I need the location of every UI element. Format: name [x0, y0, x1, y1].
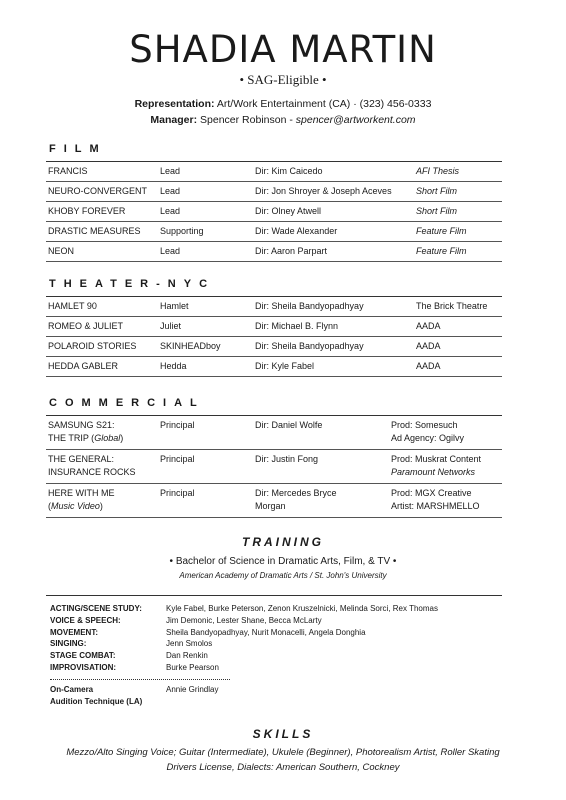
commercial-role: Principal — [160, 454, 195, 464]
training-item-teachers: Kyle Fabel, Burke Peterson, Zenon Kruszelnicki, Melinda Sorci, Rex Thomas — [166, 604, 438, 613]
theater-row — [46, 317, 502, 337]
theater-row — [46, 297, 502, 317]
commercial-title-line-2: INSURANCE ROCKS — [48, 467, 136, 477]
on-camera-label-1: On-Camera — [50, 685, 94, 694]
film-director: Dir: Jon Shroyer & Joseph Aceves — [255, 186, 392, 196]
commercial-title-note: Global — [94, 433, 121, 443]
manager-label: Manager: — [150, 114, 198, 126]
theater-director: Dir: Kyle Fabel — [255, 361, 315, 371]
manager-line — [0, 114, 566, 126]
theater-title: HAMLET 90 — [48, 301, 97, 311]
film-section-title: FILM — [49, 143, 107, 155]
theater-title: HEDDA GABLER — [48, 361, 119, 371]
film-row — [46, 222, 502, 242]
commercial-title — [48, 487, 115, 513]
theater-type: The Brick Theatre — [416, 301, 488, 311]
training-item-teachers: Dan Renkin — [166, 651, 208, 661]
commercial-title-line-1: THE GENERAL: — [48, 454, 115, 464]
commercial-section-title: COMMERCIAL — [49, 397, 205, 409]
training-degree: • Bachelor of Science in Dramatic Arts, Film, & TV • — [169, 556, 397, 567]
training-section-title: TRAINING — [242, 535, 324, 549]
commercial-title-note: Music Video — [51, 501, 100, 511]
theater-title: POLAROID STORIES — [48, 341, 137, 351]
commercial-title-close: ) — [120, 433, 124, 443]
commercial-director-line-1: Dir: Justin Fong — [255, 454, 319, 464]
commercial-production — [391, 487, 480, 513]
commercial-director — [255, 419, 322, 432]
on-camera-value: Annie Grindlay — [166, 685, 219, 694]
film-role: Supporting — [160, 226, 204, 236]
theater-type: AADA — [416, 361, 441, 371]
film-type: Short Film — [416, 206, 458, 216]
film-row — [46, 182, 502, 202]
training-item-teachers: Jenn Smolos — [166, 639, 213, 649]
commercial-title-line-2: ( — [48, 501, 51, 511]
film-type: Feature Film — [416, 226, 467, 236]
film-title: NEON — [48, 246, 75, 256]
commercial-row — [46, 450, 502, 484]
film-director: Dir: Olney Atwell — [255, 206, 322, 216]
commercial-title — [48, 419, 123, 445]
commercial-title-close: ) — [99, 501, 103, 511]
theater-role: SKINHEADboy — [160, 341, 221, 351]
manager-email[interactable]: spencer@artworkent.com — [295, 114, 416, 126]
training-item-label: ACTING/SCENE STUDY: — [50, 604, 142, 613]
commercial-row — [46, 484, 502, 518]
theater-director: Dir: Sheila Bandyopadhyay — [255, 301, 364, 311]
commercial-production-line-2: Ad Agency: Ogilvy — [391, 433, 465, 443]
film-type: Feature Film — [416, 246, 467, 256]
commercial-director — [255, 453, 318, 466]
film-row — [46, 202, 502, 222]
training-item-label: MOVEMENT: — [50, 627, 98, 637]
manager-name: Spencer Robinson - — [200, 114, 296, 126]
film-role: Lead — [160, 246, 181, 256]
film-director: Dir: Wade Alexander — [255, 226, 338, 236]
commercial-title-line-1: SAMSUNG S21: — [48, 420, 115, 430]
commercial-row — [46, 416, 502, 450]
training-dotted-divider — [50, 679, 230, 680]
theater-role: Hedda — [160, 361, 187, 371]
theater-type: AADA — [416, 341, 441, 351]
commercial-director-line-2: Morgan — [255, 501, 286, 511]
film-role: Lead — [160, 186, 181, 196]
representation-line — [0, 98, 566, 110]
theater-director: Dir: Michael B. Flynn — [255, 321, 339, 331]
actor-name: SHADIA MARTIN — [129, 28, 437, 71]
training-item-teachers: Sheila Bandyopadhyay, Nurit Monacelli, Angela Donghia — [166, 627, 366, 637]
training-item-label: IMPROVISATION: — [50, 663, 117, 672]
theater-row — [46, 357, 502, 377]
training-school: American Academy of Dramatic Arts / St. John's University — [179, 571, 387, 580]
theater-director: Dir: Sheila Bandyopadhyay — [255, 341, 364, 351]
theater-role: Juliet — [160, 321, 182, 331]
film-type: AFI Thesis — [416, 166, 460, 176]
theater-row — [46, 337, 502, 357]
commercial-production-line-2: Paramount Networks — [391, 467, 476, 477]
training-item-teachers: Burke Pearson — [166, 663, 219, 672]
training-item-teachers: Jim Demonic, Lester Shane, Becca McLarty — [166, 615, 322, 625]
film-director: Dir: Aaron Parpart — [255, 246, 328, 256]
commercial-role: Principal — [160, 420, 195, 430]
film-row — [46, 242, 502, 262]
commercial-director-line-1: Dir: Mercedes Bryce — [255, 488, 337, 498]
theater-title: ROMEO & JULIET — [48, 321, 124, 331]
film-role: Lead — [160, 166, 181, 176]
representation-text: Art/Work Entertainment (CA) · (323) 456-0333 — [216, 98, 432, 110]
skills-line-1: Mezzo/Alto Singing Voice; Guitar (Intermediate), Ukulele (Beginner), Photorealism Artist, Roller Skating — [66, 747, 500, 758]
commercial-production-line-2: Artist: MARSHMELLO — [391, 501, 480, 511]
training-rule — [46, 595, 502, 596]
commercial-director — [255, 487, 337, 513]
theater-role: Hamlet — [160, 301, 189, 311]
film-title: DRASTIC MEASURES — [48, 226, 141, 236]
film-type: Short Film — [416, 186, 458, 196]
commercial-title-line-2: THE TRIP ( — [48, 433, 95, 443]
commercial-title — [48, 453, 136, 479]
theater-type: AADA — [416, 321, 441, 331]
film-row — [46, 162, 502, 182]
commercial-production-line-1: Prod: MGX Creative — [391, 488, 472, 498]
film-title: NEURO-CONVERGENT — [48, 186, 148, 196]
commercial-production — [391, 419, 464, 445]
commercial-director-line-1: Dir: Daniel Wolfe — [255, 420, 323, 430]
commercial-role: Principal — [160, 488, 195, 498]
commercial-production — [391, 453, 481, 479]
film-title: KHOBY FOREVER — [48, 206, 126, 216]
film-role: Lead — [160, 206, 181, 216]
commercial-production-line-1: Prod: Somesuch — [391, 420, 458, 430]
film-director: Dir: Kim Caicedo — [255, 166, 323, 176]
training-item-label: STAGE COMBAT: — [50, 651, 116, 661]
union-status: • SAG-Eligible • — [239, 72, 327, 87]
skills-section-title: SKILLS — [252, 727, 314, 741]
representation-label: Representation: — [134, 98, 215, 110]
on-camera-label-2: Audition Technique (LA) — [50, 697, 143, 706]
theater-section-title: THEATER-NYC — [49, 278, 216, 290]
training-item-label: SINGING: — [50, 639, 87, 649]
commercial-production-line-1: Prod: Muskrat Content — [391, 454, 482, 464]
skills-line-2: Drivers License, Dialects: American Southern, Cockney — [166, 762, 400, 773]
film-title: FRANCIS — [48, 166, 88, 176]
commercial-title-line-1: HERE WITH ME — [48, 488, 115, 498]
training-item-label: VOICE & SPEECH: — [50, 615, 121, 625]
